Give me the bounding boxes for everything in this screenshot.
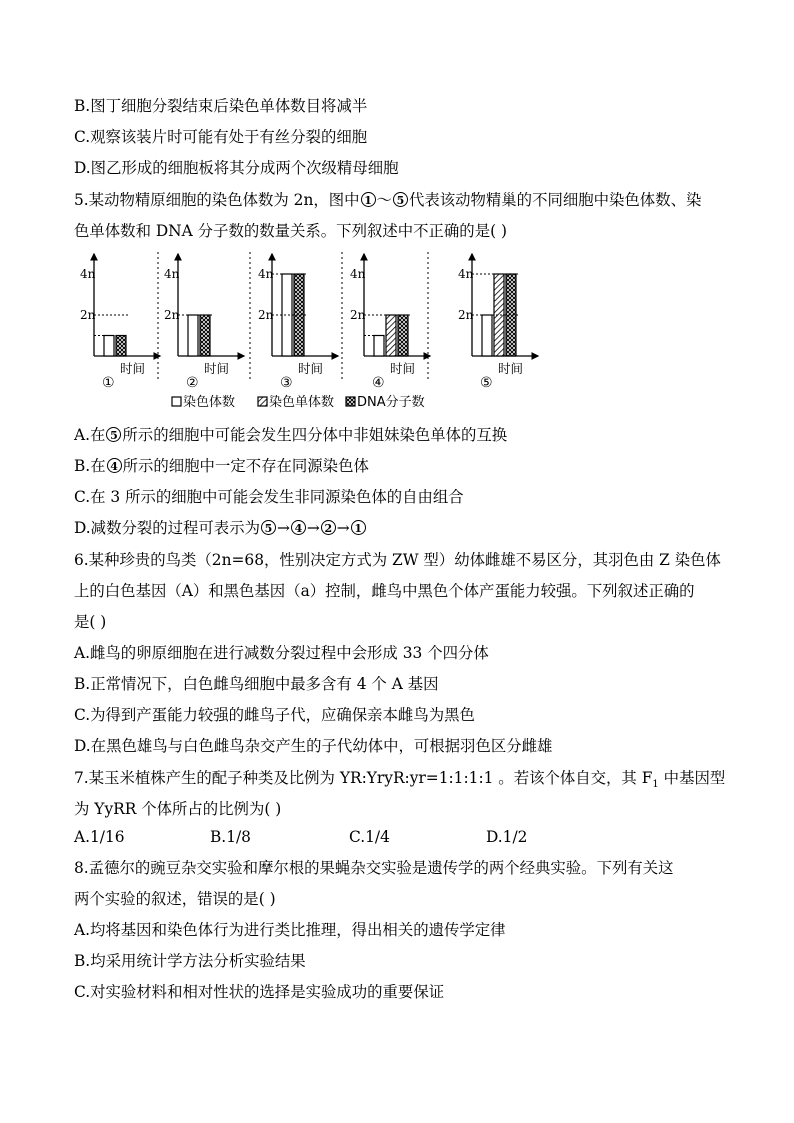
bar-chromosome — [282, 274, 292, 356]
circled-number: 1 — [351, 520, 366, 535]
bar-chromosome — [482, 315, 492, 356]
question-5-option-d: D.减数分裂的过程可表示为 5 → 4 → 2 → 1 — [74, 518, 367, 538]
panel-label: ③ — [280, 375, 293, 391]
option-c-prev: C.观察该装片时可能有处于有丝分裂的细胞 — [74, 128, 368, 146]
panel-label: ⑤ — [480, 375, 493, 391]
panel-3 — [258, 254, 338, 391]
question-5-option-c: C.在 3 所示的细胞中可能会发生非同源染色体的自由组合 — [74, 488, 464, 506]
question-7-option-d: D.1/2 — [486, 828, 528, 846]
legend-chromosome: 染色体数 — [183, 395, 236, 410]
circled-number: 2 — [321, 520, 336, 535]
circled-number: 4 — [291, 520, 306, 535]
y-tick-label-2n: 2n — [80, 308, 96, 322]
panel-label: ④ — [372, 375, 385, 391]
bar-dna — [294, 274, 304, 356]
y-tick-label-2n: 2n — [258, 308, 274, 322]
question-6-stem-line3: 是( ) — [74, 613, 107, 631]
question-8-option-a: A.均将基因和染色体行为进行类比推理，得出相关的遗传学定律 — [74, 921, 506, 939]
question-6-option-b: B.正常情况下，白色雌鸟细胞中最多含有 4 个 A 基因 — [74, 675, 439, 693]
question-5-option-a: A.在 5 所示的细胞中可能会发生四分体中非姐妹染色单体的互换 — [74, 426, 508, 444]
y-tick-label-4n: 4n — [80, 267, 96, 281]
question-8-option-c: C.对实验材料和相对性状的选择是实验成功的重要保证 — [74, 983, 445, 1001]
y-tick-label-4n: 4n — [350, 267, 366, 281]
question-6-option-a: A.雌鸟的卵原细胞在进行减数分裂过程中会形成 33 个四分体 — [74, 644, 489, 662]
question-7-option-c: C.1/4 — [349, 828, 390, 846]
circled-number: 5 — [393, 192, 408, 207]
x-axis-label: 时间 — [120, 361, 146, 376]
panel-label: ② — [186, 375, 199, 391]
panel-label: ① — [102, 375, 115, 391]
bar-chromosome — [188, 315, 198, 356]
x-axis-label: 时间 — [498, 361, 524, 376]
option-b-prev: B.图丁细胞分裂结束后染色单体数目将减半 — [74, 97, 368, 115]
bar-dna — [116, 336, 126, 357]
panel-4 — [350, 254, 430, 391]
bar-chromosome — [374, 336, 384, 357]
circled-number: 1 — [361, 192, 376, 207]
option-d-prev: D.图乙形成的细胞板将其分成两个次级精母细胞 — [74, 159, 399, 177]
question-7-stem-line2: 为 YyRR 个体所占的比例为( ) — [74, 800, 282, 818]
circled-number: 4 — [107, 458, 122, 473]
question-8-option-b: B.均采用统计学方法分析实验结果 — [74, 952, 306, 970]
legend-chromatid: 染色单体数 — [269, 395, 335, 410]
circled-number: 5 — [261, 520, 276, 535]
legend — [172, 394, 425, 410]
bar-chromosome — [104, 336, 114, 357]
question-5-option-b: B.在 4 所示的细胞中一定不存在同源染色体 — [74, 457, 369, 475]
bar-chromatid — [386, 315, 396, 356]
circled-number: 5 — [106, 427, 121, 442]
question-6-stem-line2: 上的白色基因（A）和黑色基因（a）控制，雌鸟中黑色个体产蛋能力较强。下列叙述正确的 — [74, 582, 695, 600]
question-5-stem-line2: 色单体数和 DNA 分子数的数量关系。下列叙述中不正确的是( ) — [74, 222, 507, 240]
legend-dna: DNA分子数 — [357, 395, 425, 410]
question-5-stem-line1: 5.某动物精原细胞的染色体数为 2n，图中 1 ～ 5 代表该动物精巢的不同细胞中染色体数、染 — [74, 191, 702, 209]
question-7-option-a: A.1/16 — [74, 828, 125, 846]
bar-chart-figure — [74, 246, 524, 414]
x-axis-label: 时间 — [204, 361, 230, 376]
question-7-option-b: B.1/8 — [210, 828, 251, 846]
y-tick-label-2n: 2n — [164, 308, 180, 322]
y-tick-label-2n: 2n — [350, 308, 366, 322]
y-tick-label-2n: 2n — [458, 308, 474, 322]
question-6-stem-line1: 6.某种珍贵的鸟类（2n=68，性别决定方式为 ZW 型）幼体雌雄不易区分，其羽色由 Z 染色体 — [74, 551, 721, 569]
question-6-option-d: D.在黑色雄鸟与白色雌鸟杂交产生的子代幼体中，可根据羽色区分雌雄 — [74, 737, 553, 755]
y-tick-label-4n: 4n — [458, 267, 474, 281]
y-tick-label-4n: 4n — [164, 267, 180, 281]
bar-dna — [398, 315, 408, 356]
y-tick-label-4n: 4n — [258, 267, 274, 281]
bar-chromatid — [494, 274, 504, 356]
panel-2 — [164, 254, 244, 391]
question-7-stem-line1: 7.某玉米植株产生的配子种类及比例为 YR:YryR:yr=1:1:1:1 。若该个体自交，其 $F_1$ 中基因型 — [74, 769, 726, 791]
bar-dna — [506, 274, 516, 356]
x-axis-label: 时间 — [390, 361, 416, 376]
x-axis-label: 时间 — [298, 361, 324, 376]
panel-5 — [458, 254, 538, 391]
question-8-stem-line1: 8.孟德尔的豌豆杂交实验和摩尔根的果蝇杂交实验是遗传学的两个经典实验。下列有关这 — [74, 859, 674, 877]
question-6-option-c: C.为得到产蛋能力较强的雌鸟子代，应确保亲本雌鸟为黑色 — [74, 706, 475, 724]
panel-1 — [80, 254, 160, 391]
bar-dna — [200, 315, 210, 356]
question-8-stem-line2: 两个实验的叙述，错误的是( ) — [74, 890, 276, 908]
